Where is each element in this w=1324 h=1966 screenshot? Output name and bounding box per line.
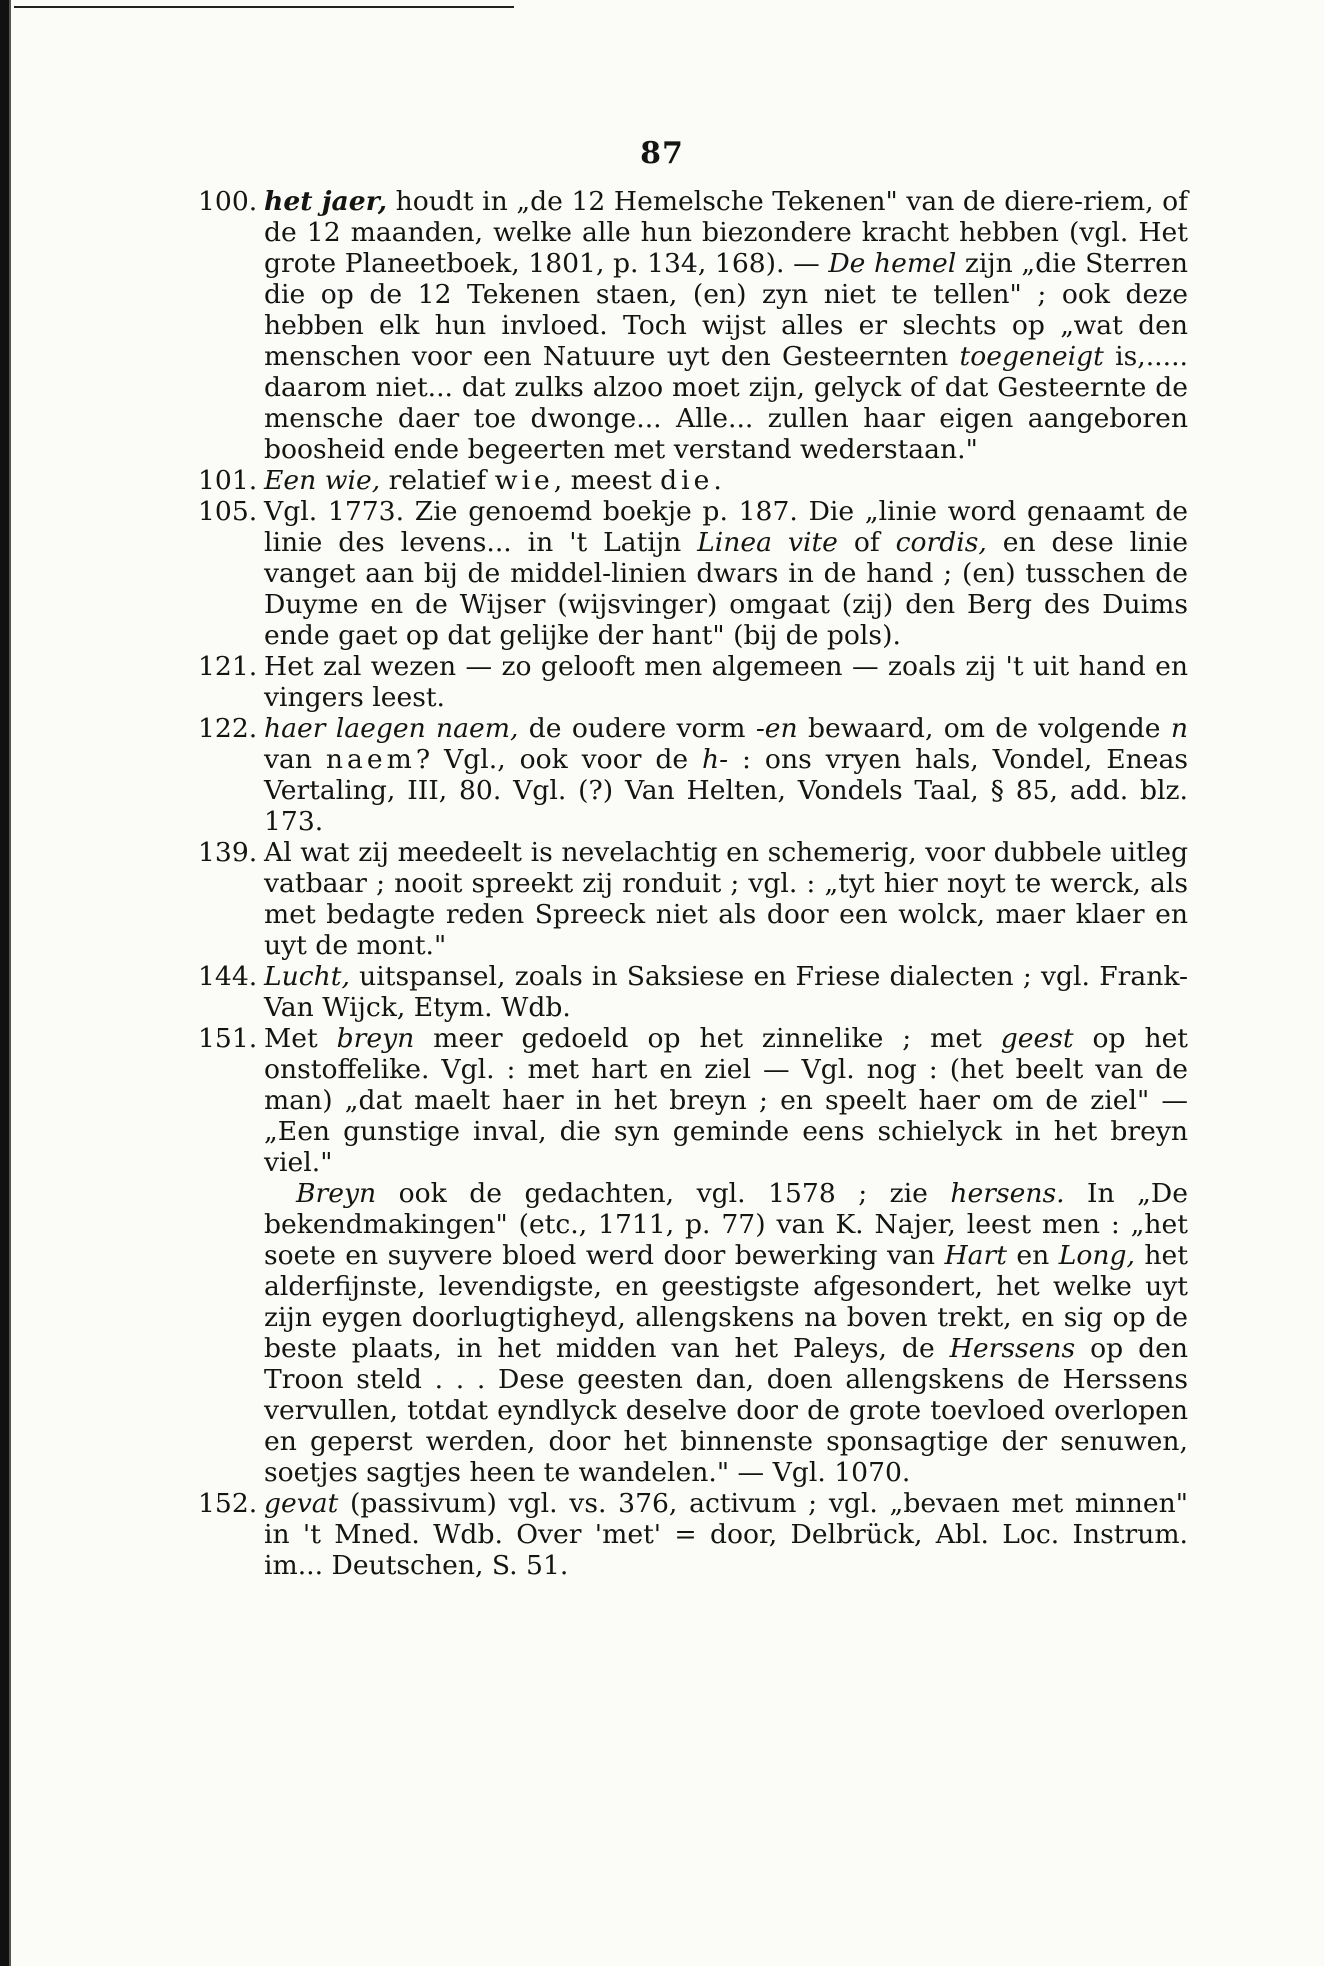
italic-term: haer laegen naem,	[264, 713, 519, 744]
scan-binding-edge	[0, 0, 14, 1966]
italic-term: h-	[702, 744, 729, 775]
note-text: , meest	[553, 465, 661, 496]
note-text: In „De bekendmakingen" (etc., 1711, p. 77) van K. Najer, leest men : „het soete en suyvere bloed werd door bewerking van	[264, 1178, 1188, 1271]
note-paragraph	[264, 713, 1188, 837]
italic-term: gevat	[264, 1488, 339, 1519]
top-rule	[14, 6, 514, 8]
note-text: op den Troon steld . . . Dese geesten dan, doen allengskens de Herssens vervullen, totdat eyndlyck deselve door de grote toevloed overlopen en geperst werden, door het binnenste sponsagtige der senuwen, soetjes sagtjes heen te wandelen." — Vgl. 1070.	[264, 1333, 1188, 1488]
italic-term: toegeneigt	[959, 341, 1104, 372]
note-number: 151.	[198, 1023, 258, 1054]
note-text: Al wat zij meedeelt is nevelachtig en schemerig, voor dubbele uitleg vatbaar ; nooit spreekt zij ronduit ; vgl. : „tyt hier noyt te werck, als met bedagte reden Spreeck niet als door een wolck, maer klaer en uyt de mont."	[264, 837, 1188, 961]
note-paragraph	[264, 961, 1188, 1023]
italic-term: breyn	[336, 1023, 415, 1054]
italic-term: Een wie,	[264, 465, 381, 496]
note-number: 139.	[198, 837, 258, 868]
note-text: is,..... daarom niet... dat zulks alzoo moet zijn, gelyck of dat Gesteernte de mensche daer toe dwonge... Alle... zullen haar eigen aangeboren boosheid ende begeerten met verstand wederstaan."	[264, 341, 1188, 465]
note-paragraph	[264, 651, 1188, 713]
note-paragraph	[264, 1023, 1188, 1178]
note-text: van	[264, 744, 326, 775]
note-text: op het onstoffelike. Vgl. : met hart en ziel — Vgl. nog : (het beelt van de man) „dat maelt haer in het breyn ; en speelt haer om de ziel" — „Een gunstige inval, die syn geminde eens schielyck in het breyn viel."	[264, 1023, 1188, 1178]
note-100	[198, 186, 1188, 465]
italic-term: Lucht,	[264, 961, 350, 992]
note-text: uitspansel, zoals in Saksiese en Friese dialecten ; vgl. Frank-Van Wijck, Etym. Wdb.	[264, 961, 1188, 1023]
page-number: 87	[640, 136, 684, 171]
italic-term: Breyn	[296, 1178, 377, 1209]
spaced-word: die	[660, 465, 714, 496]
italic-term: De hemel	[828, 248, 957, 279]
note-139	[198, 837, 1188, 961]
note-text: Met	[264, 1023, 337, 1054]
note-text: (passivum) vgl. vs. 376, activum ; vgl. „bevaen met minnen" in 't Mned. Wdb. Over 'met' = door, Delbrück, Abl. Loc. Instrum. im... Deutschen, S. 51.	[264, 1488, 1188, 1581]
note-paragraph	[264, 1178, 1188, 1488]
note-144	[198, 961, 1188, 1023]
note-121	[198, 651, 1188, 713]
note-text: : ons vryen hals, Vondel, Eneas Vertaling, III, 80. Vgl. (?) Van Helten, Vondels Taal, § 85, add. blz. 173.	[264, 744, 1188, 837]
italic-term: Linea vite	[697, 527, 838, 558]
italic-term: cordis,	[895, 527, 987, 558]
note-text: Het zal wezen — zo gelooft men algemeen — zoals zij 't uit hand en vingers leest.	[264, 651, 1188, 713]
note-text: Vgl. 1773. Zie genoemd boekje p. 187. Die „linie word genaamt de linie des levens... in 't Latijn	[264, 496, 1188, 558]
italic-term: Herssens	[949, 1333, 1076, 1364]
note-text: relatief	[380, 465, 495, 496]
note-paragraph	[264, 1488, 1188, 1581]
note-paragraph	[264, 837, 1188, 961]
italic-term: -en	[755, 713, 798, 744]
note-text: ? Vgl., ook voor de	[415, 744, 703, 775]
note-number: 122.	[198, 713, 258, 744]
note-paragraph	[264, 465, 1188, 496]
note-number: 144.	[198, 961, 258, 992]
note-text: meer gedoeld op het zinnelike ; met	[414, 1023, 1001, 1054]
note-paragraph	[264, 496, 1188, 651]
note-number: 121.	[198, 651, 258, 682]
note-122	[198, 713, 1188, 837]
note-number: 105.	[198, 496, 258, 527]
italic-term: het jaer,	[264, 186, 388, 217]
note-text: houdt in „de 12 Hemelsche Tekenen" van de diere-riem, of de 12 maanden, welke alle hun biezondere kracht hebben (vgl. Het grote Planeetboek, 1801, p. 134, 168). —	[264, 186, 1188, 279]
italic-term: n	[1170, 713, 1189, 744]
italic-term: Long,	[1058, 1240, 1135, 1271]
note-text: bewaard, om de volgende	[797, 713, 1171, 744]
note-152	[198, 1488, 1188, 1581]
note-151	[198, 1023, 1188, 1488]
note-text: of	[837, 527, 896, 558]
spaced-word: naem	[325, 744, 416, 775]
note-text: de oudere vorm	[518, 713, 756, 744]
italic-term: hersens.	[950, 1178, 1065, 1209]
note-number: 100.	[198, 186, 258, 217]
note-text: .	[713, 465, 722, 496]
spaced-word: wie	[494, 465, 554, 496]
italic-term: geest	[1000, 1023, 1074, 1054]
note-number: 152.	[198, 1488, 258, 1519]
note-105	[198, 496, 1188, 651]
note-text: en dese linie vanget aan bij de middel-linien dwars in de hand ; (en) tusschen de Duyme en de Wijser (wijsvinger) omgaat (zij) den Berg des Duims ende gaet op dat gelijke der hant" (bij de pols).	[264, 527, 1188, 651]
note-text: ook de gedachten, vgl. 1578 ; zie	[376, 1178, 951, 1209]
note-number: 101.	[198, 465, 258, 496]
note-101	[198, 465, 1188, 496]
note-text: het alderfijnste, levendigste, en geestigste afgesondert, het welke uyt zijn eygen doorlugtigheyd, allengskens na boven trekt, en sig op de beste plaats, in het midden van het Paleys, de	[264, 1240, 1188, 1364]
note-text: zijn „die Sterren die op de 12 Tekenen staen, (en) zyn niet te tellen" ; ook deze hebben elk hun invloed. Toch wijst alles er slechts op „wat den menschen voor een Natuure uyt den Gesteernten	[264, 248, 1189, 372]
notes-list	[198, 186, 1188, 1581]
note-paragraph	[264, 186, 1188, 465]
italic-term: Hart	[944, 1240, 1007, 1271]
note-text: en	[1006, 1240, 1059, 1271]
